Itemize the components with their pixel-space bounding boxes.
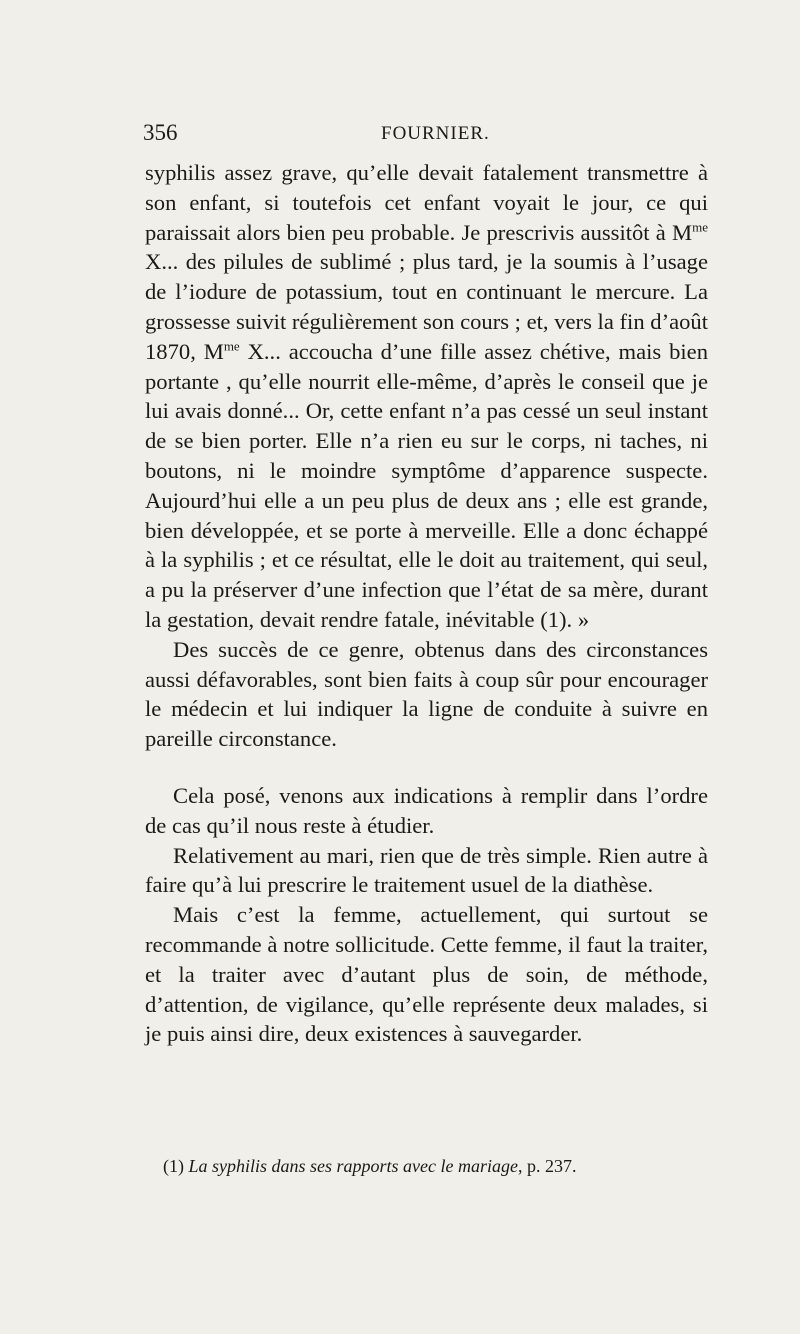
footnote xyxy=(163,1154,708,1178)
paragraph-3: Cela posé, venons aux indications à remplir dans l’ordre de cas qu’il nous reste à étudier. xyxy=(145,782,708,838)
paragraph-5: Mais c’est la femme, actuellement, qui surtout se recommande à notre sollicitude. Cette femme, il faut la traiter, et la traiter avec d’autant plus de soin, de méthode, d’attention, de vigilance, qu’elle représente deux malades, si je puis ainsi dire, deux existences à sauvegarder. xyxy=(145,902,708,1047)
superscript-me: me xyxy=(223,338,240,354)
page-header xyxy=(143,120,708,150)
footnote-page: , p. 237. xyxy=(517,1156,577,1176)
page-number: 356 xyxy=(143,120,178,145)
paragraph-1-text-a: syphilis assez grave, qu’elle devait fatalement transmettre à son enfant, si toutefois cet enfant voyait le jour, ce qui paraissait alors bien peu probable. Je prescrivis aussitôt à M xyxy=(145,160,708,245)
paragraph-1-text-c: X... accoucha d’une fille assez chétive, mais bien portante , qu’elle nourrit elle-même, d’après le conseil que je lui avais donné... Or, cette enfant n’a pas cessé un seul instant de se bien porter. Elle n’a rien eu sur le corps, ni taches, ni boutons, ni le moindre symptôme d’apparence suspecte. Aujourd’hui elle a un peu plus de deux ans ; elle est grande, bien développée, et se porte à merveille. Elle a donc échappé à la syphilis ; et ce résultat, elle le doit au traitement, qui seul, a pu la préserver d’une infection que l’état de sa mère, durant la gestation, devait rendre fatale, inévitable (1). » xyxy=(145,338,708,632)
running-head: FOURNIER. xyxy=(381,123,490,144)
body-text xyxy=(145,158,708,1049)
superscript-me: me xyxy=(692,219,708,235)
footnote-marker: (1) xyxy=(163,1156,189,1176)
paragraph-4: Relativement au mari, rien que de très simple. Rien autre à faire qu’à lui prescrire le traitement usuel de la diathèse. xyxy=(145,842,708,898)
paragraph-2: Des succès de ce genre, obtenus dans des circonstances aussi défavorables, sont bien faits à coup sûr pour encourager le médecin et lui indiquer la ligne de conduite à suivre en pareille circonstance. xyxy=(145,636,708,752)
footnote-title: La syphilis dans ses rapports avec le mariage xyxy=(188,1156,518,1176)
paragraph-1 xyxy=(145,158,708,635)
paragraph-1-text-b: X... des pilules de sublimé ; plus tard, je la soumis à l’usage de l’iodure de potassium, tout en continuant le mercure. La grossesse suivit régulièrement son cours ; et, vers la fin d’août 1870, M xyxy=(145,249,708,364)
